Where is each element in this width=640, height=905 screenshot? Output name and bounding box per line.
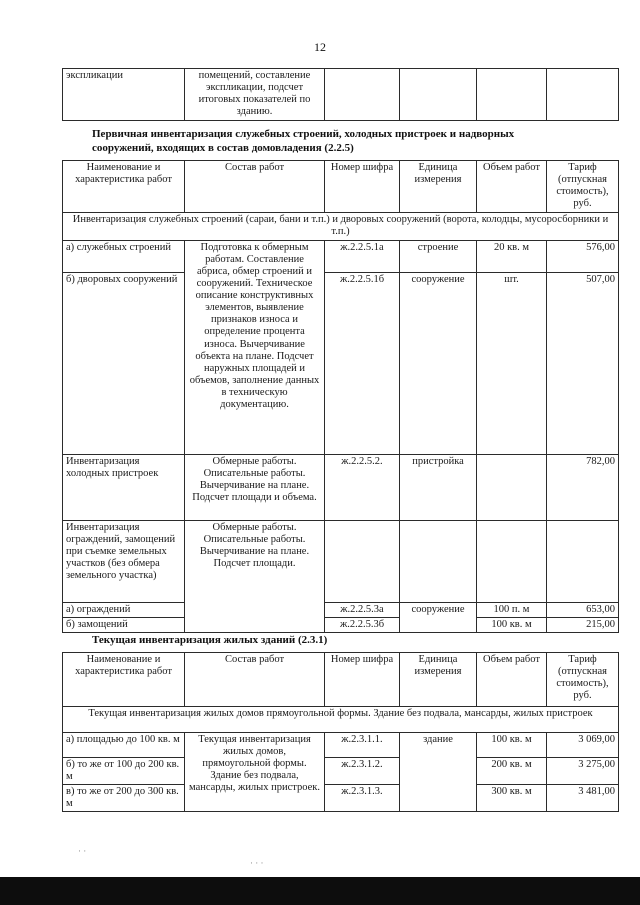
row-unit: здание [400,733,477,812]
continuation-name: экспликации [63,69,185,121]
header-code: Номер шифра [325,653,400,707]
continuation-composition: помещений, составление экспликации, подсчет итоговых показателей по зданию. [185,69,325,121]
row-volume: 20 кв. м [477,241,547,273]
row-name: а) ограждений [63,603,185,618]
header-code: Номер шифра [325,161,400,213]
header-tariff: Тариф (отпускная стоимость), руб. [547,653,619,707]
row-name: б) замощений [63,618,185,633]
table-row [63,241,619,273]
table-row [63,603,619,618]
header-row [63,161,619,213]
row-name: Инвентаризация холодных пристроек [63,455,185,521]
row-composition: Подготовка к обмерным работам. Составление абриса, обмер строений и сооружений. Техническое описание конструктивных элементов, выявление признаков износа и определение процента износа. Вычерчивание объекта на плане. Подсчет наружных площадей и объемов, заполнение данных в техническую документацию. [185,241,325,455]
row-volume: 200 кв. м [477,758,547,785]
row-name: в) то же от 200 до 300 кв. м [63,785,185,812]
row-code: ж.2.2.5.1а [325,241,400,273]
table-2-2-5 [62,160,619,633]
table-row [63,733,619,758]
row-code: ж.2.2.5.3а [325,603,400,618]
section-title-2-3-1: Текущая инвентаризация жилых зданий (2.3.1) [92,634,328,646]
group-row [63,707,619,733]
row-volume: шт. [477,273,547,455]
row-name: б) то же от 100 до 200 кв. м [63,758,185,785]
row-tariff: 653,00 [547,603,619,618]
row-volume: 100 кв. м [477,618,547,633]
continuation-table [62,68,619,121]
table-row [63,455,619,521]
row-code: ж.2.2.5.2. [325,455,400,521]
table-row [63,758,619,785]
row-unit: сооружение [400,273,477,455]
row-tariff: 3 275,00 [547,758,619,785]
scan-mark: · · [78,846,87,856]
section-title-2-2-5: Первичная инвентаризация служебных строений, холодных пристроек и надворных сооружений, входящих в состав домовладения (2.2.5) [92,128,515,154]
row-tariff: 3 481,00 [547,785,619,812]
header-tariff: Тариф (отпускная стоимость), руб. [547,161,619,213]
row-code: ж.2.2.5.1б [325,273,400,455]
row-tariff: 215,00 [547,618,619,633]
header-composition: Состав работ [185,161,325,213]
group-row [63,213,619,241]
row-name: Инвентаризация ограждений, замощений при съемке земельных участков (без обмера земельного участка) [63,521,185,603]
row-tariff: 507,00 [547,273,619,455]
header-unit: Единица измерения [400,653,477,707]
scan-bottom-edge [0,877,640,905]
scan-mark: · · · [250,858,264,868]
row-composition: Обмерные работы. Описательные работы. Вычерчивание на плане. Подсчет площади и объема. [185,455,325,521]
row-volume: 300 кв. м [477,785,547,812]
row-code: ж.2.3.1.3. [325,785,400,812]
row-tariff: 576,00 [547,241,619,273]
group-title: Инвентаризация служебных строений (сараи, бани и т.п.) и дворовых сооружений (ворота, колодцы, мусоросборники и т.п.) [63,213,619,241]
table-row [63,785,619,812]
header-composition: Состав работ [185,653,325,707]
row-name: а) площадью до 100 кв. м [63,733,185,758]
table-row [63,521,619,603]
row-code: ж.2.3.1.2. [325,758,400,785]
table-row [63,618,619,633]
row-code: ж.2.3.1.1. [325,733,400,758]
header-row [63,653,619,707]
row-composition: Текущая инвентаризация жилых домов, прямоугольной формы. Здание без подвала, мансарды, жилых пристроек. [185,733,325,812]
row-tariff: 3 069,00 [547,733,619,758]
group-title: Текущая инвентаризация жилых домов прямоугольной формы. Здание без подвала, мансарды, жилых пристроек [63,707,619,733]
row-code: ж.2.2.5.3б [325,618,400,633]
header-unit: Единица измерения [400,161,477,213]
row-volume: 100 п. м [477,603,547,618]
row-unit: пристройка [400,455,477,521]
row-name: а) служебных строений [63,241,185,273]
header-volume: Объем работ [477,653,547,707]
row-volume: 100 кв. м [477,733,547,758]
row-composition: Обмерные работы. Описательные работы. Вычерчивание на плане. Подсчет площади. [185,521,325,633]
row-tariff: 782,00 [547,455,619,521]
table-2-3-1 [62,652,619,812]
row-volume [477,455,547,521]
row-unit: строение [400,241,477,273]
table-row [63,69,619,121]
page-number: 12 [314,40,326,54]
header-name: Наименование и характеристика работ [63,161,185,213]
header-name: Наименование и характеристика работ [63,653,185,707]
row-unit: сооружение [400,603,477,633]
row-name: б) дворовых сооружений [63,273,185,455]
header-volume: Объем работ [477,161,547,213]
table-row [63,273,619,455]
